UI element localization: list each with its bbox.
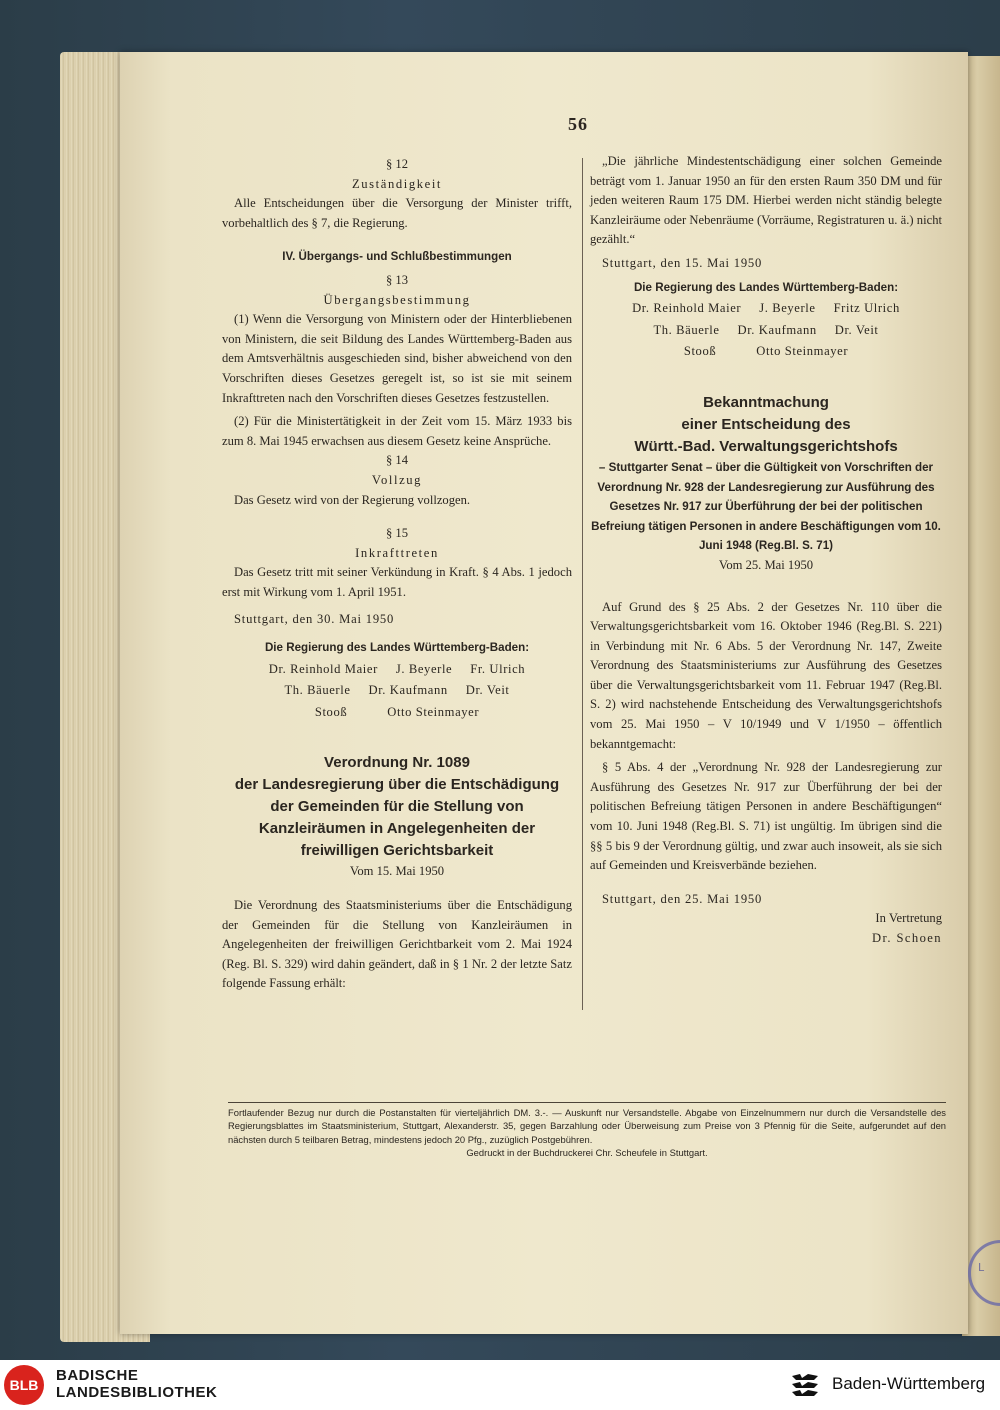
section-13-paragraph-2: (2) Für die Ministertätigkeit in der Zeit vom 15. März 1933 bis zum 8. Mai 1945 erwachsen aus diesem Gesetz keine Ansprüche. bbox=[222, 414, 572, 448]
column-divider bbox=[582, 158, 583, 1010]
section-15-number: § 15 bbox=[385, 526, 409, 541]
signature: Fritz Ulrich bbox=[833, 301, 900, 316]
signature: Stooß bbox=[683, 344, 717, 359]
section-15-text: Das Gesetz tritt mit seiner Verkündung in Kraft. § 4 Abs. 1 jedoch erst mit Wirkung vom 1. April 1951. bbox=[222, 565, 572, 599]
signer: Dr. Schoen bbox=[872, 931, 942, 945]
signature: Stooß bbox=[314, 704, 348, 719]
announcement-title-line-3: Württ.-Bad. Verwaltungsgerichtshofs bbox=[634, 437, 898, 455]
blb-name-line-2: LANDESBIBLIOTHEK bbox=[56, 1384, 218, 1401]
signature-row bbox=[590, 299, 942, 319]
footer-rule bbox=[228, 1102, 946, 1103]
branding-bar bbox=[0, 1360, 1000, 1410]
signature-row bbox=[222, 681, 572, 701]
blb-logo[interactable]: BLB bbox=[4, 1365, 44, 1405]
signature: Th. Bäuerle bbox=[653, 322, 720, 337]
quoted-amendment: „Die jährliche Mindestentschädigung einer solchen Gemeinde beträgt vom 1. Januar 1950 an für den ersten Raum 350 DM und für jeden weiteren Raum 175 DM. Hierbei werden nicht ständig belegte Kanzleiräume oder Nebenräume (Vorräume, Registraturen u. ä.) nicht gezählt.“ bbox=[590, 154, 942, 247]
left-column bbox=[222, 155, 572, 994]
section-12-number: § 12 bbox=[385, 157, 409, 171]
ordinance-text: Die Verordnung des Staatsministeriums über die Entschädigung der Gemeinden für die Stellung von Kanzleiräumen in Angelegenheiten der freiwilligen Gerichtbarkeit vom 2. Mai 1924 (Reg. Bl. S. 329) wird dahin geändert, daß in § 1 Nr. 2 der letzte Satz folgende Fassung erhält: bbox=[222, 898, 572, 991]
signature-row bbox=[222, 660, 572, 680]
announcement-paragraph-2: § 5 Abs. 4 der „Verordnung Nr. 928 der Landesregierung zur Ausführung des Gesetzes Nr. 917 zur Überführung der bei der politischen Befreiung tätigen Personen in andere Beschäftigungen“ vom 10. Juni 1948 (Reg.Bl. S. 71) ist ungültig. Im übrigen sind die §§ 5 bis 9 der Verordnung gültig, und zwar auch insoweit, als sie sich auf Gemeinden und Kreisverbände beziehen. bbox=[590, 760, 942, 873]
footer-text: Fortlaufender Bezug nur durch die Postanstalten für vierteljährlich DM. 3.-. — Auskunft nur Versandstelle. Abgabe von Einzelnummern nur durch die Versandstelle des Regierungsblattes im Staatsministerium, Stuttgart, Alexanderstr. 35, gegen Barzahlung oder Überweisung zum Preise von 3 Pfennig für die Seite, aufgerundet auf den nächsten durch 5 teilbaren Betrag, mindestens jedoch 20 Pfg., zuzüglich Postgebühren. bbox=[228, 1107, 946, 1145]
signature: Th. Bäuerle bbox=[284, 683, 351, 698]
section-14-title: Vollzug bbox=[371, 472, 423, 487]
signature: Dr. Veit bbox=[465, 683, 510, 698]
page-number: 56 bbox=[568, 114, 588, 134]
signature-row bbox=[222, 703, 572, 723]
section-13-number: § 13 bbox=[385, 272, 409, 287]
footer-printer: Gedruckt in der Buchdruckerei Chr. Scheufele in Stuttgart. bbox=[466, 1147, 708, 1159]
signature: Dr. Kaufmann bbox=[737, 322, 817, 337]
ordinance-subject: der Landesregierung über die Entschädigung der Gemeinden für die Stellung von Kanzleiräumen in Angelegenheiten der freiwilligen Gerichtsbarkeit bbox=[234, 776, 560, 860]
signature: Otto Steinmayer bbox=[387, 704, 480, 719]
part-4-heading: IV. Übergangs- und Schlußbestimmungen bbox=[282, 250, 512, 264]
signature: Otto Steinmayer bbox=[756, 344, 849, 359]
signature: Dr. Reinhold Maier bbox=[268, 661, 378, 676]
announcement-paragraph-1: Auf Grund des § 25 Abs. 2 der Gesetzes Nr. 110 über die Verwaltungsgerichtsbarkeit vom 16. Oktober 1946 (Reg.Bl. S. 221) in Verbindung mit Nr. 6 Abs. 5 der Verordnung Nr. 147, Zweite Verordnung des Staatsministeriums zur Ausführung des Gesetzes über die Verwaltungsgerichtsbarkeit vom 11. Februar 1947 (Reg.Bl. S. 2) wird nachstehende Entscheidung des Verwaltungsgerichtshofs vom 25. Mai 1950 – V 10/1949 und V 1/1950 – öffentlich bekanntgemacht: bbox=[590, 599, 942, 751]
signature: J. Beyerle bbox=[759, 301, 816, 316]
section-12-text: Alle Entscheidungen über die Versorgung der Minister trifft, vorbehaltlich des § 7, die Regierung. bbox=[222, 196, 572, 230]
announcement-date: Vom 25. Mai 1950 bbox=[718, 557, 814, 572]
place-date: Stuttgart, den 30. Mai 1950 bbox=[234, 612, 395, 627]
blb-name-line-1: BADISCHE bbox=[56, 1367, 139, 1384]
blb-name[interactable] bbox=[56, 1367, 217, 1401]
stag-emblem-icon bbox=[788, 1368, 822, 1402]
library-stamp: L bbox=[968, 1240, 1000, 1306]
announcement-subtitle: – Stuttgarter Senat – über die Gültigkeit von Vorschriften der Verordnung Nr. 928 der Landesregierung zur Ausführung des Gesetzes Nr. 917 zur Überführung der bei der politischen Befreiung tätigen Personen in andere Beschäftigungen vom 10. Juni 1948 (Reg.Bl. S. 71) bbox=[591, 460, 941, 553]
signature-row bbox=[590, 342, 942, 362]
ordinance-date: Vom 15. Mai 1950 bbox=[349, 864, 445, 879]
announcement-title: Bekanntmachung bbox=[703, 393, 829, 411]
footer bbox=[228, 1106, 946, 1160]
section-14-number: § 14 bbox=[385, 453, 409, 468]
announcement-title-line-2: einer Entscheidung des bbox=[681, 415, 851, 433]
section-13-paragraph-1: (1) Wenn die Versorgung von Ministern oder der Hinterbliebenen von Ministern, die seit Bildung des Landes Württemberg-Baden aus dem Amtsverhältnis ausgeschieden sind, bisher abweichend von den Vorschriften dieses Gesetzes geregelt ist, so ist sie mit seinem Inkrafttreten nach den Vorschriften dieses Gesetzes festzustellen. bbox=[222, 312, 572, 405]
in-vertretung: In Vertretung bbox=[875, 911, 942, 926]
ordinance-title: Verordnung Nr. 1089 bbox=[324, 754, 470, 772]
signature: Dr. Kaufmann bbox=[368, 683, 448, 698]
signature: J. Beyerle bbox=[395, 661, 453, 676]
signature: Fr. Ulrich bbox=[470, 661, 526, 676]
section-14-text: Das Gesetz wird von der Regierung vollzogen. bbox=[234, 492, 471, 507]
signature-row bbox=[590, 321, 942, 341]
place-date: Stuttgart, den 15. Mai 1950 bbox=[602, 255, 763, 270]
section-13-title: Übergangsbestimmung bbox=[323, 292, 471, 307]
government-heading: Die Regierung des Landes Württemberg-Baden: bbox=[633, 280, 899, 294]
place-date: Stuttgart, den 25. Mai 1950 bbox=[602, 891, 763, 906]
government-heading: Die Regierung des Landes Württemberg-Baden: bbox=[264, 641, 530, 655]
bw-name[interactable]: Baden-Württemberg bbox=[832, 1374, 986, 1393]
section-12-title: Zuständigkeit bbox=[351, 176, 443, 191]
signature: Dr. Reinhold Maier bbox=[632, 301, 742, 316]
right-column bbox=[590, 152, 942, 949]
signature: Dr. Veit bbox=[834, 322, 879, 337]
section-15-title: Inkrafttreten bbox=[355, 545, 439, 560]
